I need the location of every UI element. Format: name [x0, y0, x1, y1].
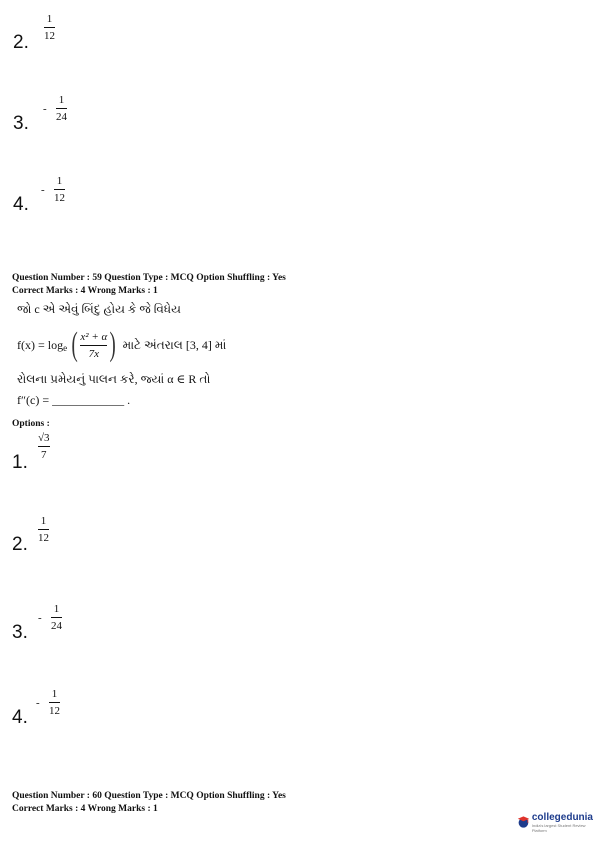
- function-fraction: [80, 331, 107, 360]
- fraction-numerator: 1: [58, 94, 65, 106]
- fraction-bar: [49, 702, 60, 703]
- collegedunia-logo: [517, 810, 593, 834]
- fraction-bar: [38, 529, 49, 530]
- option-number: 3.: [13, 113, 29, 134]
- option-fraction: [38, 432, 50, 461]
- option-number: 2.: [13, 32, 29, 53]
- option-fraction: [56, 94, 67, 123]
- fraction-bar: [51, 617, 62, 618]
- left-paren: (: [71, 326, 78, 363]
- option-fraction: [54, 175, 65, 204]
- fraction-bar: [80, 345, 107, 346]
- question-text-line3: રોલના પ્રમેયનું પાલન કરે, જ્યાં α ∈ R તો: [17, 372, 211, 386]
- right-paren: ): [109, 326, 117, 363]
- graduate-cap-icon: [517, 813, 530, 831]
- fraction-denominator: 12: [44, 30, 55, 42]
- option-fraction: [49, 688, 60, 717]
- option-fraction: [51, 603, 62, 632]
- function-lhs: f(x) = log: [17, 337, 64, 352]
- question-text-line2: માટે અંતરાલ [3, 4] માં: [122, 338, 227, 352]
- fraction-numerator: 1: [40, 515, 47, 527]
- fraction-numerator: 1: [46, 13, 53, 25]
- question-text-line1: જો c એ એવું બિંદુ હોય કે જે વિધેય: [17, 302, 181, 316]
- option-number: 4.: [12, 707, 28, 728]
- option-number: 2.: [12, 534, 28, 555]
- fraction-bar: [54, 189, 65, 190]
- fraction-denominator: 24: [56, 111, 67, 123]
- minus-sign: -: [41, 184, 45, 196]
- function-expression: [17, 328, 226, 362]
- question-text-line4: f″(c) = ____________ .: [17, 393, 131, 407]
- options-label: Options :: [12, 419, 50, 429]
- fraction-denominator: 12: [38, 532, 49, 544]
- option-fraction: [38, 515, 49, 544]
- fraction-numerator: 1: [53, 603, 60, 615]
- fraction-numerator: 1: [56, 175, 63, 187]
- fraction-bar: [44, 27, 55, 28]
- fraction-numerator: x² + α: [80, 330, 108, 343]
- question-header: Question Number : 60 Question Type : MCQ Option Shuffling : Yes: [12, 791, 286, 801]
- fraction-bar: [38, 446, 50, 447]
- option-number: 3.: [12, 622, 28, 643]
- fraction-denominator: 12: [49, 705, 60, 717]
- option-number: 4.: [13, 194, 29, 215]
- marks-header: Correct Marks : 4 Wrong Marks : 1: [12, 804, 158, 814]
- fraction-numerator: √3: [38, 432, 50, 444]
- logo-name: collegedunia: [531, 811, 593, 823]
- fraction-bar: [56, 108, 67, 109]
- fraction-denominator: 12: [54, 192, 65, 204]
- minus-sign: -: [38, 612, 42, 624]
- minus-sign: -: [36, 697, 40, 709]
- fraction-numerator: 1: [51, 688, 58, 700]
- fraction-denominator: 7: [41, 449, 47, 461]
- fraction-denominator: 24: [51, 620, 62, 632]
- marks-header: Correct Marks : 4 Wrong Marks : 1: [12, 286, 158, 296]
- option-number: 1.: [12, 452, 28, 473]
- minus-sign: -: [43, 103, 47, 115]
- option-fraction: [44, 13, 55, 42]
- log-base: e: [63, 343, 68, 353]
- logo-tagline: India's largest Student Review Platform: [531, 822, 586, 833]
- question-header: Question Number : 59 Question Type : MCQ Option Shuffling : Yes: [12, 273, 286, 283]
- fraction-denominator: 7x: [88, 347, 100, 360]
